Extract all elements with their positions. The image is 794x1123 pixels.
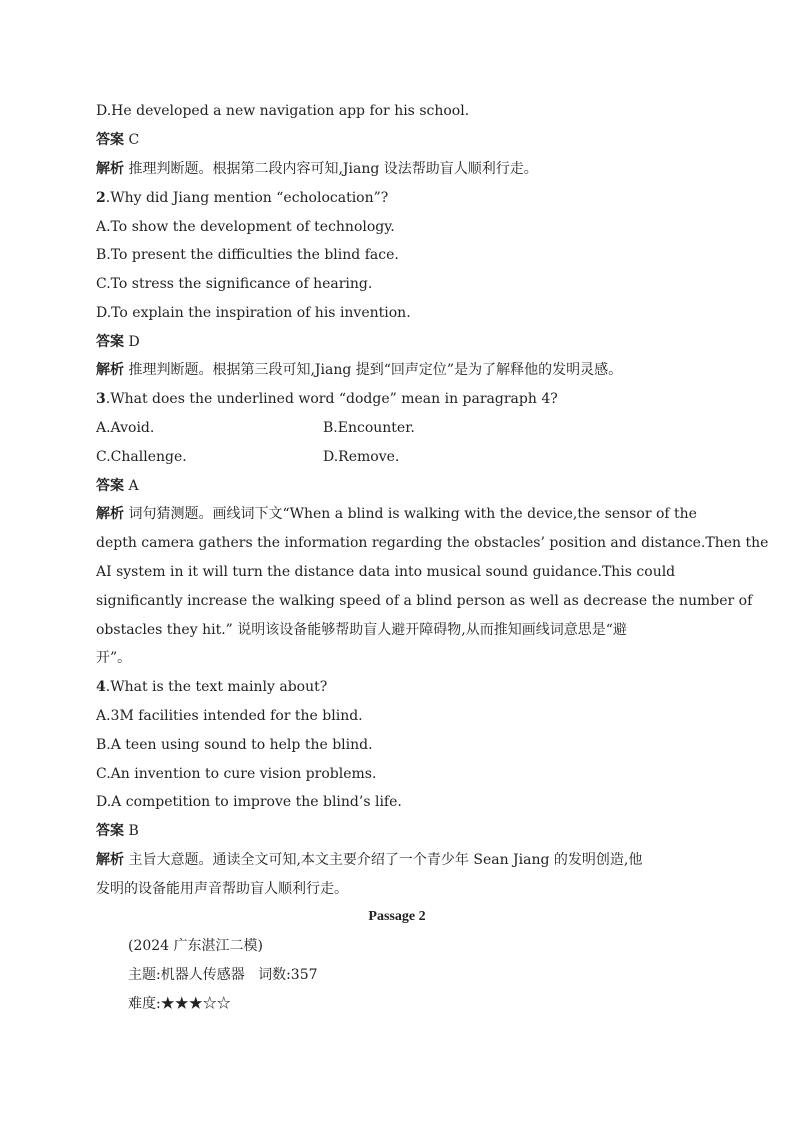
q4-answer — [96, 822, 139, 840]
analysis-text: 推理判断题。根据第三段可知,Jiang 提到“回声定位”是为了解释他的发明灵感。 — [128, 362, 623, 378]
question-text: .Why did Jiang mention “echolocation”? — [105, 190, 389, 206]
analysis-text: 推理判断题。根据第二段内容可知,Jiang 设法帮助盲人顺利行走。 — [128, 161, 538, 177]
passage-title: Passage 2 — [368, 909, 426, 924]
analysis-label: 解析 — [96, 161, 124, 177]
question-text: .What is the text mainly about? — [105, 679, 328, 695]
q3-options-row-1 — [96, 419, 496, 437]
analysis-text: 主旨大意题。通读全文可知,本文主要介绍了一个青少年 Sean Jiang 的发明创造,他 — [128, 852, 643, 868]
answer-value: B — [128, 823, 139, 839]
q2-option-a: A.To show the development of technology. — [96, 219, 395, 235]
analysis-label: 解析 — [96, 506, 124, 522]
q2-option-b: B.To present the difficulties the blind face. — [96, 247, 399, 263]
q1-option-d: D.He developed a new navigation app for his school. — [96, 103, 470, 119]
difficulty-label: 难度: — [128, 996, 161, 1012]
passage-topic: 主题:机器人传感器 — [128, 967, 245, 983]
analysis-text: 词句猜测题。画线词下文“When a blind is walking with the device,the sensor of the — [128, 506, 697, 522]
q3-analysis-line-3: AI system in it will turn the distance data into musical sound guidance.This could — [96, 564, 676, 580]
q4-option-a: A.3M facilities intended for the blind. — [96, 708, 363, 724]
analysis-label: 解析 — [96, 852, 124, 868]
answer-label: 答案 — [96, 823, 124, 839]
answer-label: 答案 — [96, 334, 124, 350]
answer-value: A — [128, 478, 139, 494]
question-text: .What does the underlined word “dodge” mean in paragraph 4? — [105, 391, 558, 407]
passage-meta — [128, 966, 318, 984]
q3-analysis-line-6: 开”。 — [96, 650, 132, 666]
passage-difficulty — [128, 995, 231, 1013]
q1-analysis — [96, 160, 538, 178]
q2-analysis — [96, 361, 622, 379]
answer-label: 答案 — [96, 478, 124, 494]
q4-option-c: C.An invention to cure vision problems. — [96, 766, 377, 782]
q3-analysis-line-1 — [96, 505, 697, 523]
q3-analysis-line-2: depth camera gathers the information regarding the obstacles’ position and distance.Then the — [96, 535, 769, 551]
q3-option-a: A.Avoid. — [96, 420, 155, 436]
q2-option-c: C.To stress the significance of hearing. — [96, 276, 373, 292]
answer-value: D — [128, 334, 140, 350]
difficulty-stars: ★★★☆☆ — [160, 996, 231, 1012]
q3-option-b: B.Encounter. — [323, 420, 415, 436]
q4-option-b: B.A teen using sound to help the blind. — [96, 737, 373, 753]
q3-question — [96, 390, 558, 408]
q3-option-d: D.Remove. — [323, 449, 400, 465]
question-number: 4 — [96, 679, 106, 695]
passage-source: (2024 广东湛江二模) — [128, 938, 264, 954]
q3-analysis-line-5: obstacles they hit.” 说明该设备能够帮助盲人避开障碍物,从而推知画线词意思是“避 — [96, 622, 627, 638]
q1-answer — [96, 131, 139, 149]
q3-analysis-line-4: significantly increase the walking speed of a blind person as well as decrease the number of — [96, 593, 753, 609]
passage-word-count: 词数:357 — [258, 967, 318, 983]
q4-analysis-line-1 — [96, 851, 642, 869]
q2-option-d: D.To explain the inspiration of his invention. — [96, 305, 411, 321]
q3-answer — [96, 477, 139, 495]
q2-question — [96, 189, 388, 207]
q4-analysis-line-2: 发明的设备能用声音帮助盲人顺利行走。 — [96, 881, 348, 897]
analysis-label: 解析 — [96, 362, 124, 378]
q3-option-c: C.Challenge. — [96, 449, 187, 465]
question-number: 3 — [96, 391, 106, 407]
q2-answer — [96, 333, 140, 351]
q4-question — [96, 678, 327, 696]
q4-option-d: D.A competition to improve the blind’s life. — [96, 794, 402, 810]
answer-label: 答案 — [96, 132, 124, 148]
answer-value: C — [128, 132, 140, 148]
q3-options-row-2 — [96, 448, 496, 466]
question-number: 2 — [96, 190, 106, 206]
